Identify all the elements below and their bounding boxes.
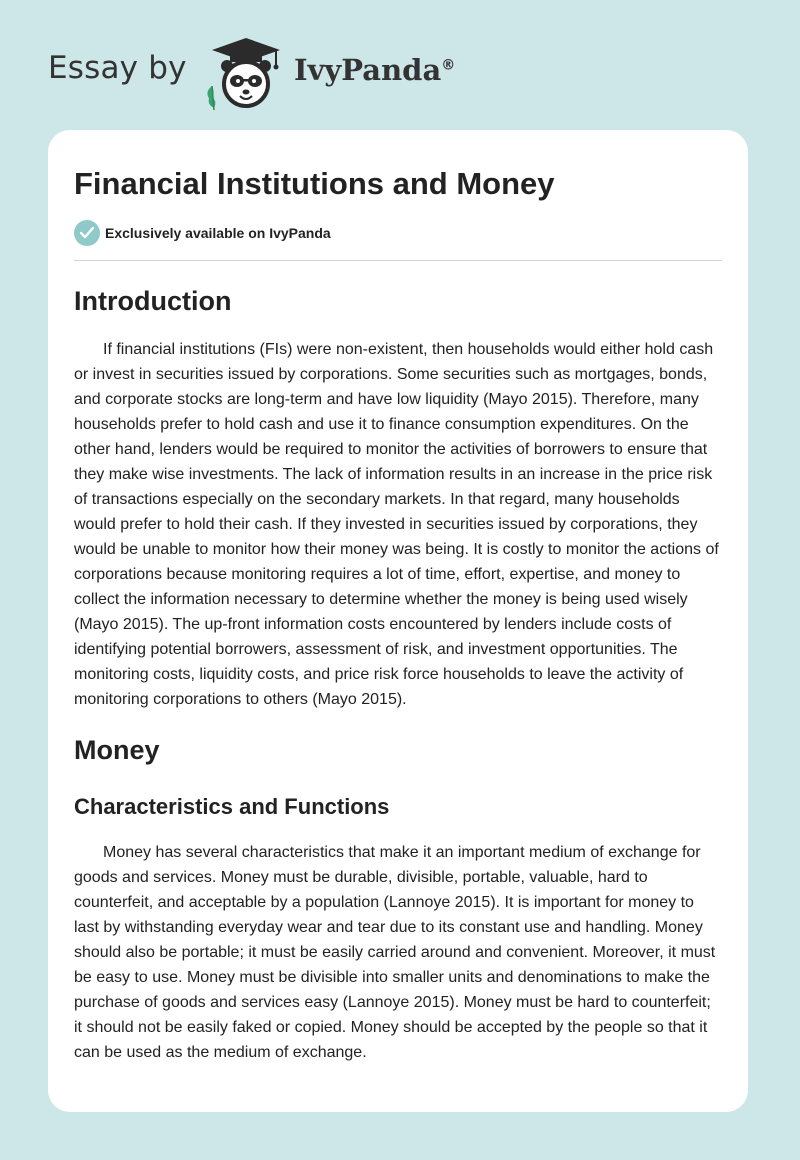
essay-title: Financial Institutions and Money bbox=[74, 166, 555, 201]
panda-logo-icon bbox=[200, 34, 290, 110]
title-divider bbox=[74, 260, 722, 261]
exclusive-badge bbox=[74, 220, 722, 246]
section-heading-introduction: Introduction bbox=[74, 286, 232, 316]
section-heading-money: Money bbox=[74, 735, 160, 765]
money-paragraph: Money has several characteristics that make it an important medium of exchange for goods and services. Money must be durable, divisible, portable, valuable, hard to counterfeit, and acceptable by a population (Lannoye 2015). It is important for money to last by withstanding everyday wear and tear due to its constant use and handling. Money should also be portable; it must be easily carried around and convenient. Moreover, it must be easy to use. Money must be divisible into smaller units and denominations to make the purchase of goods and services easy (Lannoye 2015). Money must be hard to counterfeit; it should not be easily faked or copied. Money should be accepted by the people so that it can be used as the medium of exchange. bbox=[74, 844, 716, 1061]
introduction-paragraph: If financial institutions (FIs) were non-existent, then households would either hold cash or invest in securities issued by corporations. Some securities such as mortgages, bonds, and corporate stocks are long-term and have low liquidity (Mayo 2015). Therefore, many households prefer to hold cash and use it to finance consumption expenditures. On the other hand, lenders would be required to monitor the activities of borrowers to ensure that they make wise investments. The lack of information results in an increase in the price risk of transactions especially on the secondary markets. In that regard, many households would prefer to hold their cash. If they invested in securities issued by corporations, they would be unable to monitor how their money was being. It is costly to monitor the actions of corporations because monitoring requires a lot of time, effort, expertise, and money to collect the information necessary to determine whether the money is being used wisely (Mayo 2015). The up-front information costs encountered by lenders include costs of identifying potential borrowers, assessment of risk, and investment opportunities. The monitoring costs, liquidity costs, and price risk force households to leave the activity of monitoring corporations to others (Mayo 2015). bbox=[74, 341, 719, 708]
subheading-characteristics: Characteristics and Functions bbox=[74, 794, 390, 819]
brand-name: IvyPanda® bbox=[294, 53, 456, 87]
brand-prefix: Essay by bbox=[48, 50, 187, 86]
badge-text: Exclusively available on IvyPanda bbox=[105, 225, 331, 241]
check-icon bbox=[74, 220, 100, 246]
essay-card bbox=[48, 130, 748, 1112]
brand-header bbox=[48, 30, 508, 110]
